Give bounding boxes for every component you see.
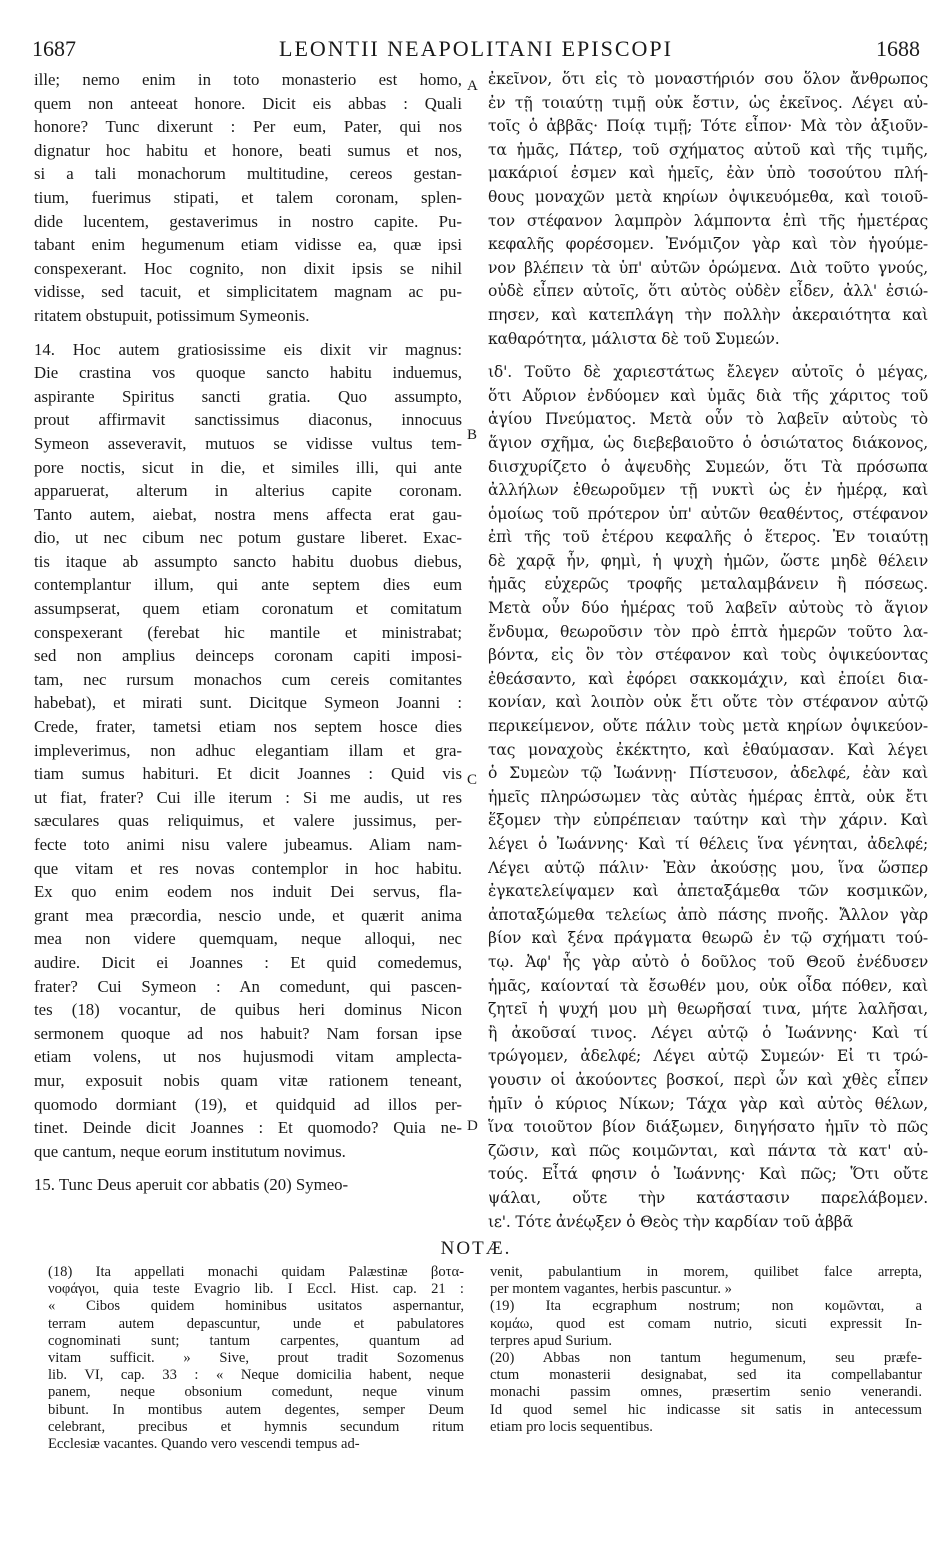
text-line: Ex quo enim eodem nos induit Dei servus, fla- xyxy=(34,882,462,902)
text-line: Crede, frater, tametsi etiam nos septem hosce dies xyxy=(34,717,462,737)
text-line: habebat), et mirati sunt. Dicitque Symeon Joanni : xyxy=(34,693,462,713)
text-line: ἁγίου Πνεύματος. Μετὰ οὖν τὸ λαβεῖν αὐτοὺς τὸ xyxy=(488,410,928,429)
text-line: καθαρότητα, μάλιστα δὲ τοῦ Συμεών. xyxy=(488,329,780,348)
text-line: tium, fuerimus stipati, et talem coronam, splen- xyxy=(34,187,462,207)
text-line: ut fiat, frater? Cui ille iterum : Si me audis, ut res xyxy=(34,787,462,807)
text-line: ὁ Συμεὼν τῷ Ἰωάννῃ· Πίστευσον, ἀδελφέ, ἐὰν καὶ xyxy=(488,764,928,783)
text-line: θους μοναχῶν μετὰ κηρίων ὀψικευόμεθα, καὶ τοιοῦ- xyxy=(488,187,928,206)
text-line: grant mea præcordia, nescio unde, et quærit anima xyxy=(34,905,462,925)
text-line: tiam sumus habituri. Et dicit Joannes : Quid vis xyxy=(34,764,462,784)
text-line: ιδ'. Τοῦτο δὲ χαριεστάτως ἔλεγεν αὐτοῖς ὁ μέγας, xyxy=(488,363,928,382)
notes-heading: NOTÆ. xyxy=(440,1238,512,1259)
text-line: dide lucentem, gestaverimus in nostro capite. Pu- xyxy=(34,211,462,231)
text-line: vidisse, sed tacuit, et simplicitatem magnam ac pu- xyxy=(34,282,462,302)
text-line: conspexerant. Hoc cognito, non dixit ipsis se nihil xyxy=(34,258,462,278)
margin-marker-b: B xyxy=(467,427,478,443)
text-line: pore noctis, sicut in die, et similes illi, qui ante xyxy=(34,457,462,477)
margin-marker-a: A xyxy=(467,78,478,94)
text-line: lib. VI, cap. 33 : « Neque domicilia habent, neque xyxy=(48,1367,464,1384)
text-line: ἐν τῇ τοιαύτῃ τιμῇ οὐκ ἔστιν, ὡς ἐκεῖνος. Λέγει αὐ- xyxy=(488,93,928,112)
text-line: celebrant, precibus et hymnis secundum ritum xyxy=(48,1418,464,1435)
text-line: bibunt. In montibus autem degentes, semper Deum xyxy=(48,1401,464,1418)
text-line: ille; nemo enim in toto monasterio est homo, xyxy=(34,70,462,89)
text-line: 15. Tunc Deus aperuit cor abbatis (20) Symeo- xyxy=(34,1175,349,1195)
text-line: « Cibos quidem hominibus usitatos aspernantur, xyxy=(48,1298,464,1315)
text-line: panem, neque obsonium comedunt, neque vinum xyxy=(48,1384,464,1401)
text-line: κομάω, quod est comam nutrio, sicuti expressit In- xyxy=(490,1315,922,1332)
text-line: prout affirmavit sanctissimus diaconus, innocuus xyxy=(34,410,462,430)
text-line: 14. Hoc autem gratiosissime eis dixit vir magnus: xyxy=(34,339,462,359)
text-line: ἐθεάσαντο, καὶ ἐφόρει σακκομάχιν, καὶ ἐποίει δια- xyxy=(488,669,928,688)
text-line: tes (18) vocantur, de quibus heri dominus Nicon xyxy=(34,1000,462,1020)
text-line: τον στέφανον λαμπρὸν λάμποντα ἐπὶ τῆς ἡμετέρας xyxy=(488,211,928,230)
text-line: τρώγομεν, ἀδελφέ; Λέγει αὐτῷ Συμεών· Εἰ τι τρώ- xyxy=(488,1047,928,1066)
running-title: LEONTII NEAPOLITANI EPISCOPI xyxy=(279,36,673,61)
text-line: tinet. Deinde dicit Joannes : Et quomodo? Quia ne- xyxy=(34,1118,462,1138)
text-line: διισχυρίζετο ὁ ἀψευδὴς Συμεών, ὅτι Τὰ πρόσωπα xyxy=(488,457,928,476)
text-line: ctum monasterii designabat, sed ita compellabantur xyxy=(490,1367,922,1384)
text-line: ἡμεῖς πληρώσωμεν τὰς αὐτὰς ἡμέρας ἑπτὰ, οὐκ ἔτι xyxy=(488,787,928,806)
text-line: λέγει ὁ Ἰωάννης· Καὶ τί θέλεις ἵνα γένηται, ἀδελφέ; xyxy=(488,835,928,853)
text-line: Die crastina vos quoque sancto habitu induemus, xyxy=(34,363,462,383)
greek-column xyxy=(488,68,928,1234)
text-line: venit, pabulantium in morem, quilibet falce arrepta, xyxy=(490,1264,922,1280)
text-line: περικείμενον, οὔτε πάλιν τοὺς μετὰ κηρίων ὀψικεύον- xyxy=(488,717,928,736)
text-line: (18) Ita appellati monachi quidam Palæstinæ βοτα- xyxy=(48,1264,464,1280)
text-line: ἐπὶ τῆς τοῦ ἑτέρου κεφαλῆς ὁ ἕτερος. Ἐν τοιαύτῃ xyxy=(488,528,928,547)
text-line: τας μοναχοὺς ἐκέκτητο, καὶ ἐθαύμασαν. Καὶ λέγει xyxy=(488,740,928,759)
margin-marker-d: D xyxy=(467,1118,478,1134)
text-line: dio, ut nec cibum nec potum gustare liberet. Exac- xyxy=(34,528,462,548)
text-line: ἡμᾶς εὐχερῶς τροφῆς μεταλαμβάνειν ἢ πόσεως. xyxy=(488,575,928,594)
text-line: quomodo dormiant (19), et quidquid ad illos per- xyxy=(34,1094,462,1114)
margin-marker-c: C xyxy=(467,772,478,788)
right-page-number: 1688 xyxy=(876,36,920,61)
text-line: ἵνα τοιοῦτον βίον διάξωμεν, διηγήσατο ἡμῖν τὸ πῶς xyxy=(488,1118,928,1137)
text-line: ἀλλήλων ἐθεωροῦμεν τῇ νυκτὶ ὡς ἐν ἡμέρᾳ, καὶ xyxy=(488,481,928,500)
text-line: τούς. Εἶτά φησιν ὁ Ἰωάννης· Καὶ πῶς; Ὅτι οὔτε xyxy=(488,1165,928,1184)
text-line: ἡμῖν ὁ κύριος Νίκων; Τάχα γὰρ καὶ αὐτὸς θέλων, xyxy=(488,1094,928,1113)
text-line: τῳ. Ἀφ' ἧς γὰρ αὐτὸ ὁ δοῦλος τοῦ Θεοῦ ἐνέδυσεν xyxy=(488,952,928,971)
text-line: contemplantur illum, qui ante septem dies eum xyxy=(34,575,462,595)
text-line: τοῖς ὁ ἀββᾶς· Ποίᾳ τιμῇ; Τότε εἶπον· Μὰ τὸν ἀξιοῦν- xyxy=(488,117,928,136)
text-line: ἅγιον σχῆμα, ὡς διεβεβαιοῦτο ὁ ὁσιώτατος διάκονος, xyxy=(488,433,928,452)
text-line: dignatur hoc habitu et honore, beati sumus et nos, xyxy=(34,140,462,160)
text-line: mur, exposuit nobis quam vitæ rationem teneant, xyxy=(34,1070,462,1090)
text-line: fecte toto animi nisu valere jubeamus. Aliam nam- xyxy=(34,835,462,854)
text-line: πησεν, καὶ κατεπλάγη τὴν πολλὴν ἀκεραιότητα καὶ xyxy=(488,305,928,324)
text-line: βόντα, εἰς ὃν τὸν στέφανον καὶ τοὺς ὀψικεύοντας xyxy=(488,646,928,665)
text-line: etiam volens, ut nos hujusmodi vitam amplecta- xyxy=(34,1047,462,1067)
text-line: Id quod semel hic indicasse sit satis in antecessum xyxy=(490,1401,922,1418)
text-line: Tanto autem, aiebat, nostra mens affecta erat gau- xyxy=(34,504,462,524)
latin-column xyxy=(34,68,462,1197)
text-line: ζητεῖ ἡ ψυχή μου μὴ θεωρῆσαί τινα, μήτε λαλῆσαι, xyxy=(488,1000,928,1019)
text-line: ἢ ἀκοῦσαί τινος. Λέγει αὐτῷ ὁ Ἰωάννης· Καὶ τί xyxy=(488,1023,928,1042)
text-line: honore? Tunc dixerunt : Per eum, Pater, qui nos xyxy=(34,117,462,137)
text-line: terpres apud Surium. xyxy=(490,1332,612,1349)
text-line: sæculares quas reliquimus, et valere jussimus, per- xyxy=(34,811,462,831)
text-line: Λέγει αὐτῷ πάλιν· Ἐὰν ἀκούσῃς μου, ἵνα ὥσπερ xyxy=(488,858,928,877)
text-line: vitam sufficit. » Sive, prout tradit Sozomenus xyxy=(48,1350,464,1367)
text-line: que vitam et res novas contemplor in hoc habitu. xyxy=(34,858,462,878)
text-line: sed non amplius deinceps coronam capiti imposi- xyxy=(34,646,462,666)
text-line: quem non anteeat honore. Dicit eis abbas : Quali xyxy=(34,93,462,113)
text-line: Ecclesiæ vacantes. Quando vero vescendi tempus ad- xyxy=(48,1436,360,1453)
text-line: ritatem obstupuit, potissimum Symeonis. xyxy=(34,305,310,325)
text-line: monachi passim omnes, præsertim senio venerandi. xyxy=(490,1384,922,1401)
text-line: terram autem depascuntur, unde et pabulatores xyxy=(48,1315,464,1332)
text-line: que cantum, neque eorum institutum novimus. xyxy=(34,1141,346,1161)
text-line: etiam pro locis sequentibus. xyxy=(490,1418,653,1435)
text-line: tis itaque ab assumpto sancto habitu duobus diebus, xyxy=(34,551,462,571)
page-header xyxy=(32,36,920,68)
left-page-number: 1687 xyxy=(32,36,76,61)
text-line: ἐγκατελείψαμεν καὶ ἀπεταξάμεθα τῶν κοσμικῶν, xyxy=(488,882,928,901)
text-line: κεφαλῆς φορέσομεν. Ἐνόμιζον γὰρ καὶ τὸν ἡγούμε- xyxy=(488,235,928,254)
text-line: (20) Abbas non tantum hegumenum, seu præfe- xyxy=(490,1350,922,1367)
notes-left-column xyxy=(48,1264,464,1453)
text-line: ἐκεῖνον, ὅτι εἰς τὸ μοναστήριόν σου ὅλον ἄνθρωπος xyxy=(488,70,928,88)
text-line: νοφάγοι, quia teste Evagrio lib. I Eccl. Hist. cap. 21 : xyxy=(48,1281,464,1298)
text-line: aspirante Spiritus sancti gratia. Quo assumpto, xyxy=(34,386,462,406)
text-line: ἀποταξώμεθα τελείως ἀπὸ πάσης πνοῆς. Ἄλλον γὰρ xyxy=(488,905,928,924)
text-line: (19) Ita ecgraphum nostrum; non κομῶνται, a xyxy=(490,1298,922,1315)
text-line: cognominati sunt; tantum carpentes, quantum ad xyxy=(48,1332,464,1349)
text-line: ζῶσιν, καὶ πῶς κοιμῶνται, καὶ πάντα τὰ κατ' αὐ- xyxy=(488,1141,928,1160)
text-line: mea non videre quemquam, neque alloqui, nec xyxy=(34,929,462,949)
text-line: conspexerant (ferebat hic mantile et ministrabat; xyxy=(34,622,462,642)
notes-right-column xyxy=(490,1264,922,1436)
text-line: ὁμοίως τοῦ πρότερον ὑπ' αὐτῶν θεαθέντος, στέφανον xyxy=(488,504,928,523)
text-line: οὐδὲ εἶπεν αὐτοῖς, ὅτι αὐτὸς οὐδὲν εἶδεν, ἀλλ' ἐσιώ- xyxy=(488,282,928,301)
text-line: Symeon asseveravit, mutuos se vidisse vultus tem- xyxy=(34,433,462,453)
text-line: ἕξομεν τὴν εὐπρέπειαν ταύτην καὶ τὴν χάριν. Καὶ xyxy=(488,811,928,830)
text-line: ψάλαι, οὔτε τὴν κατάστασιν παρελάβομεν. xyxy=(488,1188,928,1207)
text-line: τα ἡμᾶς, Πάτερ, τοῦ σχήματος αὐτοῦ καὶ τῆς τιμῆς, xyxy=(488,140,928,159)
text-line: assumpserat, quem etiam coronatum et comitatum xyxy=(34,599,462,619)
text-line: ἔνδυμα, θεωροῦσιν τὸν πρὸ ἑπτὰ ἡμερῶν τοῦτο λα- xyxy=(488,622,928,641)
text-line: tabant enim hegumenum etiam vidisse ea, quæ ipsi xyxy=(34,235,462,255)
text-line: ὅτι Αὔριον ἐνδύομεν καὶ ὑμᾶς διὰ τῆς χάριτος τοῦ xyxy=(488,386,928,405)
text-line: frater? Cui Symeon : An comedunt, qui pascen- xyxy=(34,976,462,996)
text-line: si a tali monachorum multitudine, cereos gestan- xyxy=(34,164,462,184)
text-line: per montem vagantes, herbis pascuntur. » xyxy=(490,1281,732,1298)
text-line: impleverimus, non adhuc elegantiam illam et gra- xyxy=(34,740,462,760)
text-line: κονίαν, καὶ λοιπὸν οὐκ ἔτι οὔτε τὸν στέφανον αὐτῷ xyxy=(488,693,928,712)
text-line: sermonem quoque ad nos habuit? Nam forsan ipse xyxy=(34,1023,462,1043)
text-line: apparuerat, alterum in alterius capite coronam. xyxy=(34,481,462,501)
text-line: δὲ χαρᾷ ἦν, φημὶ, ἡ ψυχὴ ἡμῶν, ὥστε μηδὲ θέλειν xyxy=(488,551,928,570)
text-line: γουσιν οἱ ἀκούοντες βοσκοί, περὶ ὧν καὶ χθὲς εἶπεν xyxy=(488,1070,928,1089)
text-line: audire. Dicit ei Joannes : Et quid comedemus, xyxy=(34,952,462,972)
text-line: μακάριοί ἐσμεν καὶ ἡμεῖς, ἐὰν ὑπὸ τοσούτου πλή- xyxy=(488,164,928,183)
text-line: βίον καὶ ξένα πράγματα θεωρῶ ἐν τῷ σχήματι τού- xyxy=(488,929,928,948)
text-line: Μετὰ οὖν δύο ἡμέρας τοῦ λαβεῖν αὐτοὺς τὸ ἅγιον xyxy=(488,599,928,618)
text-line: tam, nec rursum monachos cum cereis comitantes xyxy=(34,669,462,689)
text-line: ιε'. Τότε ἀνέῳξεν ὁ Θεὸς τὴν καρδίαν τοῦ ἀββᾶ xyxy=(488,1212,853,1231)
text-line: νον βλέπειν τὰ ὑπ' αὐτῶν ὁρώμενα. Διὰ τοῦτο γνούς, xyxy=(488,258,928,277)
text-line: ἡμᾶς, καίονταί τὰ ἔσωθέν μου, οὐκ οἶδα πόθεν, καὶ xyxy=(488,976,928,995)
